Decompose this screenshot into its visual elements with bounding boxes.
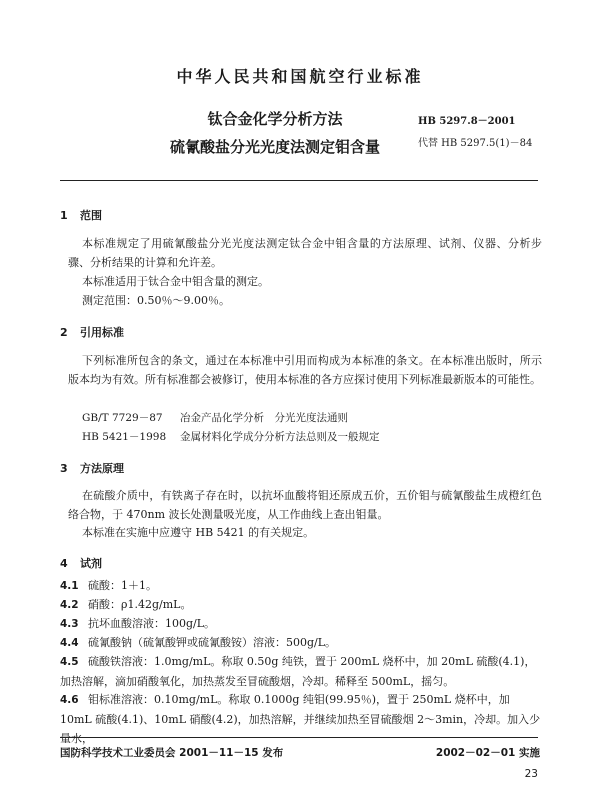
reference-code: GB/T 7729－87 xyxy=(82,412,163,424)
item-text: 抗坏血酸溶液：100g/L。 xyxy=(88,617,216,630)
reference-title: 冶金产品化学分析 分光光度法通则 xyxy=(180,412,348,424)
reagent-item xyxy=(60,690,542,748)
item-number: 4.1 xyxy=(60,580,79,592)
section-number: 3 xyxy=(60,462,68,475)
reference-item xyxy=(82,410,348,425)
section-3-heading xyxy=(60,460,124,476)
reference-item xyxy=(82,429,380,444)
reference-title: 金属材料化学成分分析方法总则及一般规定 xyxy=(180,431,380,443)
standard-code: HB 5297.8－2001 xyxy=(418,116,516,127)
document-title-line1: 钛合金化学分析方法 xyxy=(207,110,343,128)
section-1-paragraph-2: 本标准适用于钛合金中钼含量的测定。 xyxy=(82,275,269,288)
reagent-item xyxy=(60,576,542,596)
item-number: 4.3 xyxy=(60,618,79,630)
section-1-heading xyxy=(60,207,102,223)
section-4-heading xyxy=(60,555,102,571)
item-text: 硫酸铁溶液：1.0mg/mL。称取 0.50g 纯铁，置于 200mL 烧杯中，加 20mL 硫酸(4.1)，加热溶解，滴加硝酸氧化，加热蒸发至冒硫酸烟，冷却。稀释至 500mL，摇匀。 xyxy=(60,655,536,688)
item-number: 4.4 xyxy=(60,637,79,649)
section-2-heading xyxy=(60,324,124,340)
replaces-code: 代替 HB 5297.5(1)－84 xyxy=(418,138,533,149)
item-text: 硫氰酸钠（硫氰酸钾或硫氰酸铵）溶液：500g/L。 xyxy=(88,636,337,649)
reagent-item xyxy=(60,614,542,634)
effective-date: 2002－02－01 实施 xyxy=(435,747,540,759)
header-divider xyxy=(60,180,538,181)
footer-divider xyxy=(60,737,538,738)
item-text: 硝酸：ρ1.42g/mL。 xyxy=(88,598,192,611)
section-2-paragraph-1: 下列标准所包含的条文，通过在本标准中引用而构成为本标准的条文。在本标准出版时，所示版本均为有效。所有标准都会被修订，使用本标准的各方应探讨使用下列标准最新版本的可能性。 xyxy=(68,354,542,386)
section-number: 1 xyxy=(60,209,68,222)
section-title: 引用标准 xyxy=(80,326,124,339)
reagent-item xyxy=(60,652,542,691)
section-1-paragraph-1: 本标准规定了用硫氰酸盐分光光度法测定钛合金中钼含量的方法原理、试剂、仪器、分析步骤、分析结果的计算和允许差。 xyxy=(68,237,542,269)
page-number: 23 xyxy=(524,768,538,780)
document-title-line2: 硫氰酸盐分光光度法测定钼含量 xyxy=(169,138,380,156)
item-number: 4.2 xyxy=(60,599,79,611)
section-number: 4 xyxy=(60,557,68,570)
issuer-line: 国防科学技术工业委员会 2001－11－15 发布 xyxy=(60,747,284,759)
item-number: 4.6 xyxy=(60,694,79,706)
section-3-paragraph-1: 在硫酸介质中，有铁离子存在时，以抗坏血酸将钼还原成五价，五价钼与硫氰酸盐生成橙红色络合物，于 470nm 波长处测量吸光度，从工作曲线上查出钼量。 xyxy=(68,489,542,521)
section-title: 范围 xyxy=(80,209,102,222)
standard-category-title: 中华人民共和国航空行业标准 xyxy=(176,67,424,86)
item-text: 硫酸：1＋1。 xyxy=(88,579,157,592)
section-title: 方法原理 xyxy=(80,462,124,475)
item-text: 钼标准溶液：0.10mg/mL。称取 0.1000g 纯钼(99.95％)，置于 250mL 烧杯中，加 10mL 硫酸(4.1)、10mL 硝酸(4.2)，加热溶解，并继续加热至冒硫酸烟 2～3min，冷却。加入少量水， xyxy=(60,693,541,745)
section-number: 2 xyxy=(60,326,68,339)
reference-code: HB 5421－1998 xyxy=(82,431,167,443)
section-1-paragraph-3: 测定范围：0.50％～9.00％。 xyxy=(82,294,230,307)
item-number: 4.5 xyxy=(60,656,79,668)
reagent-item xyxy=(60,633,542,653)
section-title: 试剂 xyxy=(80,557,102,570)
section-3-paragraph-2: 本标准在实施中应遵守 HB 5421 的有关规定。 xyxy=(82,526,315,539)
reagent-item xyxy=(60,595,542,615)
